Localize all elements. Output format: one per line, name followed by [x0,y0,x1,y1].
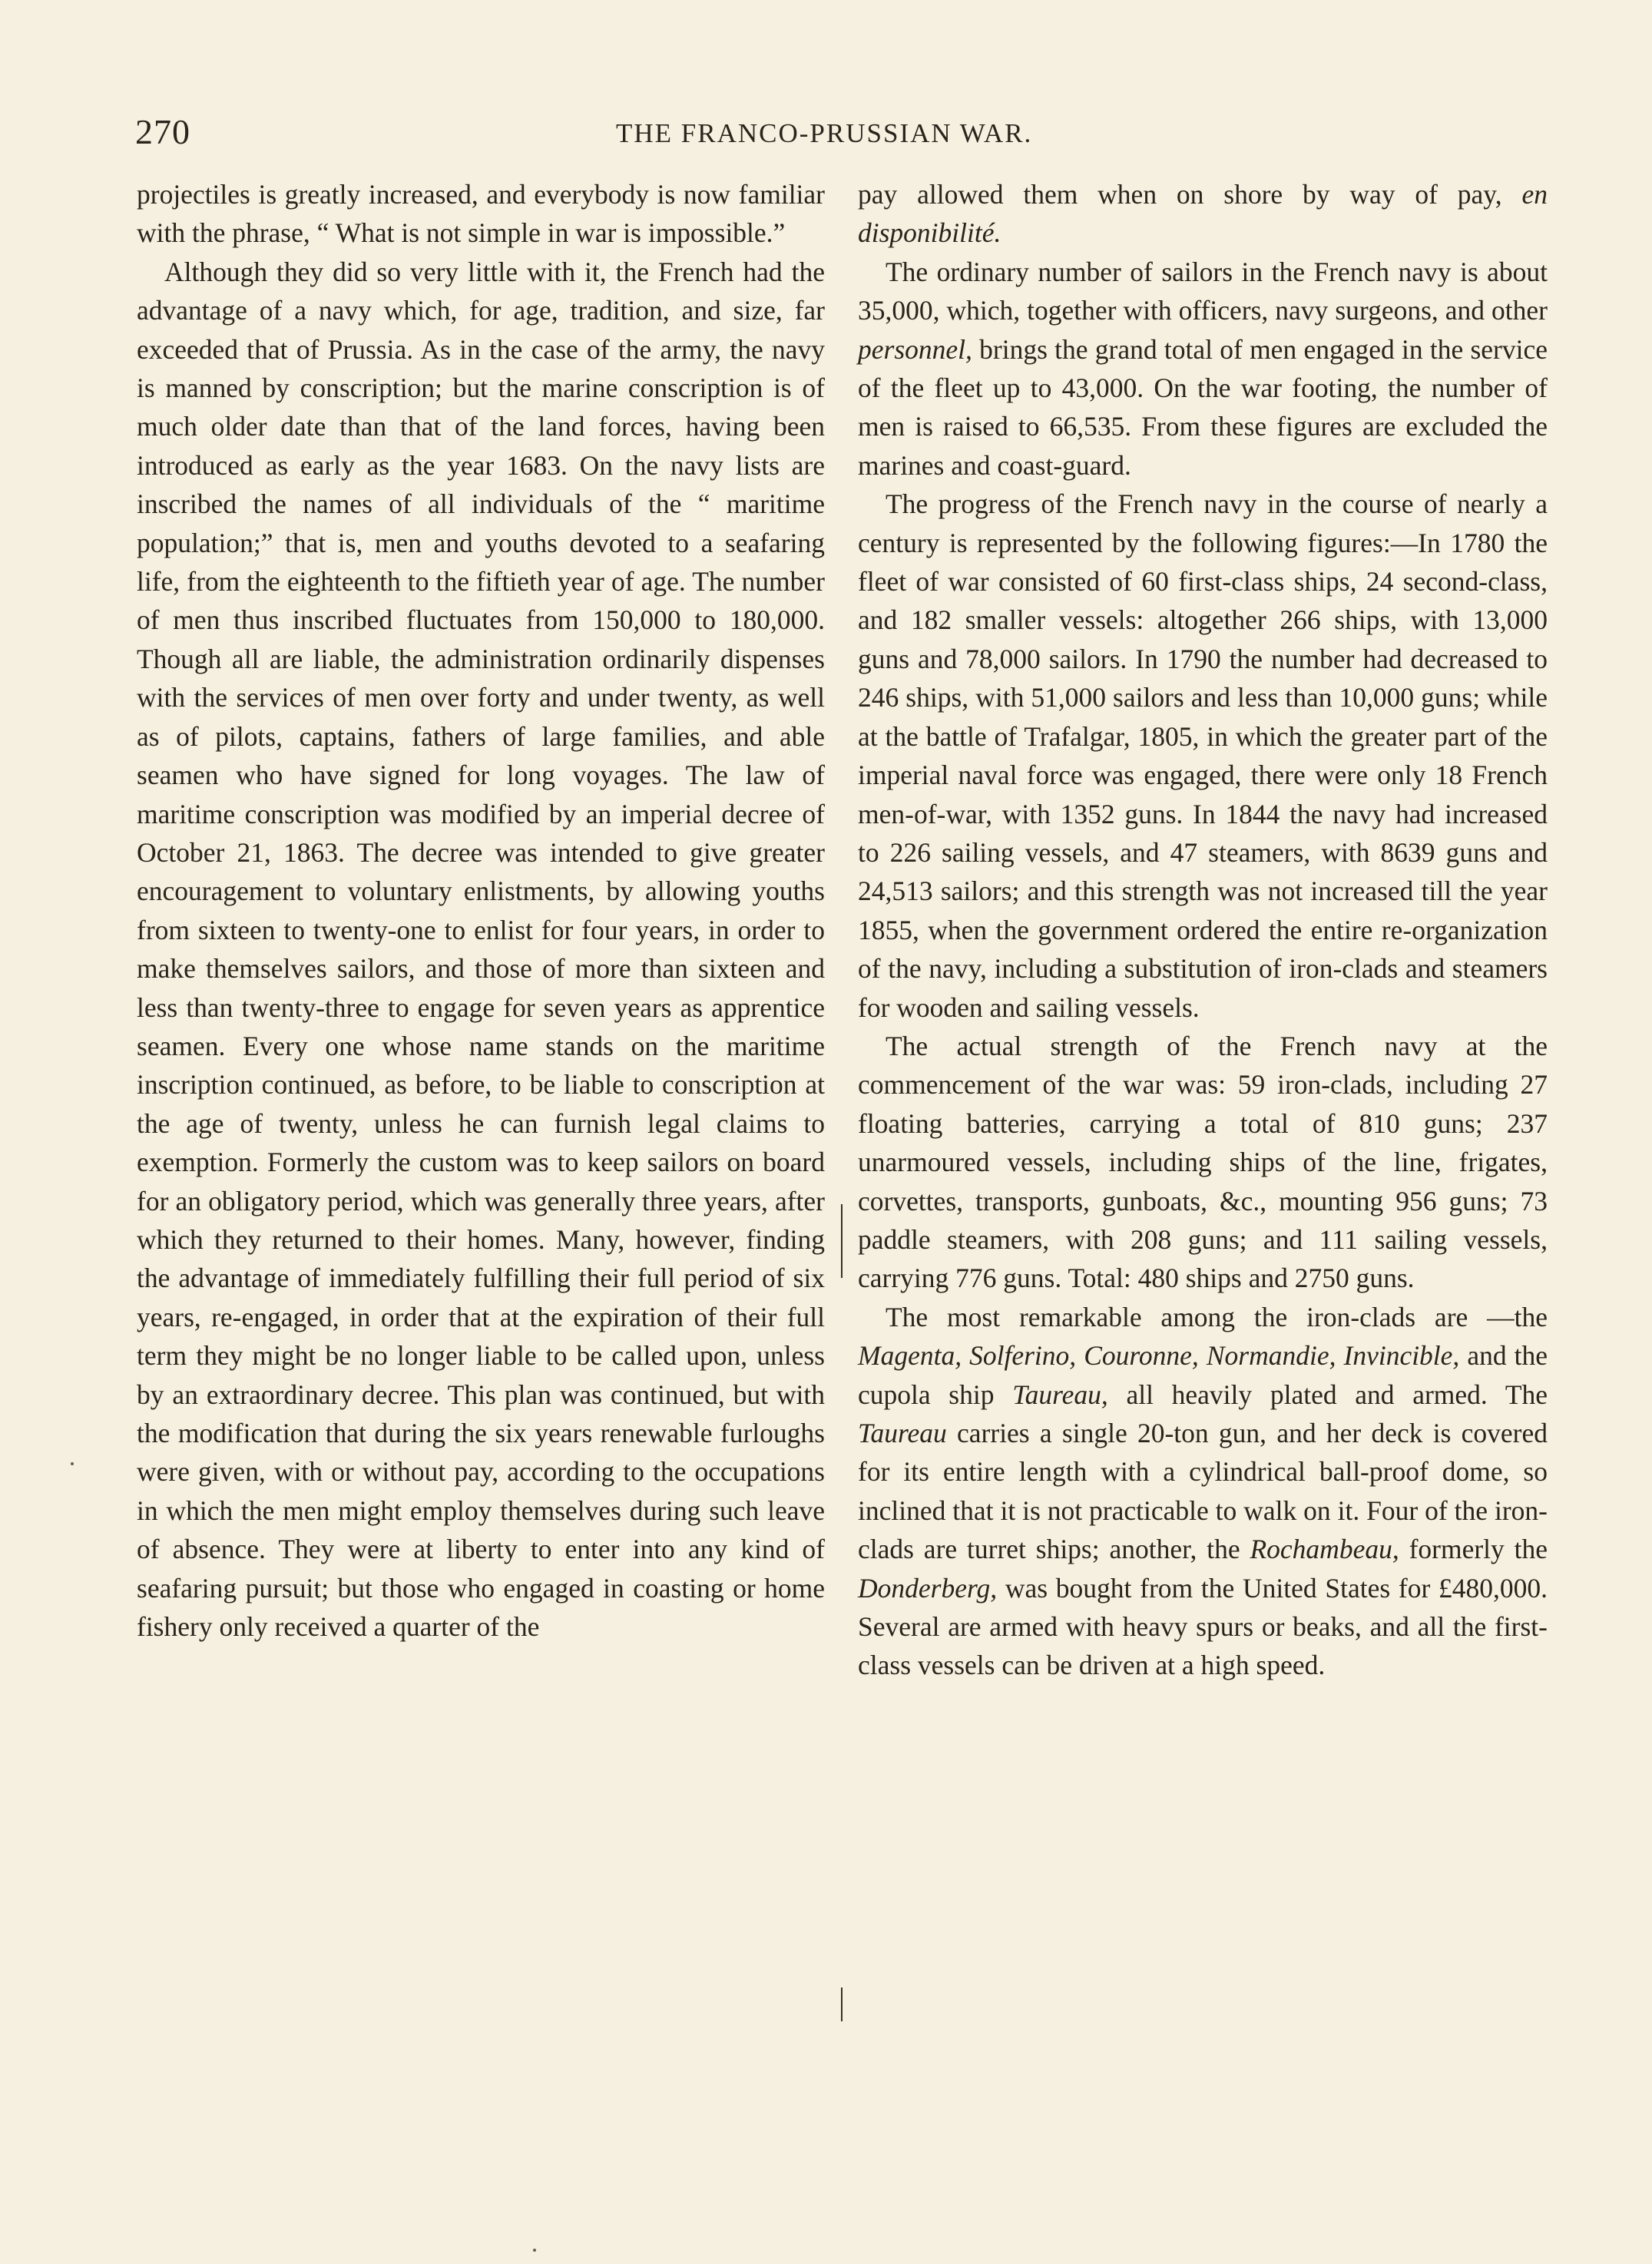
paragraph [858,175,1548,253]
paragraph [858,253,1548,485]
paragraph: Although they did so very little with it, the French had the advantage of a navy which, for age, tradition, and size, far exceeded that of Prussia. As in the case of the army, the navy is manned by conscription; but the marine conscription is of much older date than that of the land forces, having been introduced as early as the year 1683. On the navy lists are inscribed the names of all individuals of the “ maritime population;” that is, men and youths devoted to a seafaring life, from the eighteenth to the fiftieth year of age. The number of men thus inscribed fluctuates from 150,000 to 180,000. Though all are liable, the administration ordinarily dispenses with the services of men over forty and under twenty, as well as of pilots, captains, fathers of large families, and able seamen who have signed for long voyages. The law of maritime conscription was modified by an imperial decree of October 21, 1863. The decree was intended to give greater encouragement to voluntary enlistments, by allowing youths from sixteen to twenty-one to enlist for four years, in order to make themselves sailors, and those of more than sixteen and less than twenty-three to engage for seven years as apprentice seamen. Every one whose name stands on the maritime inscription continued, as before, to be liable to conscription at the age of twenty, unless he can furnish legal claims to exemption. Formerly the custom was to keep sailors on board for an obligatory period, which was generally three years, after which they returned to their homes. Many, however, finding the advantage of immediately fulfilling their full period of six years, re-engaged, in order that at the expiration of their full term they might be no longer liable to be called upon, unless by an extraordinary decree. This plan was continued, but with the modification that during the six years renewable furloughs were given, with or without pay, according to the occupations in which the men might employ themselves during such leave of absence. They were at liberty to enter into any kind of seafaring pursuit; but those who engaged in coasting or home fishery only received a quarter of the [137,256,825,1643]
text-run: and the cupola ship [858,1340,1548,1410]
page-number: 270 [135,112,190,151]
ship-name: Taureau, [1012,1379,1108,1410]
paragraph: The actual strength of the French navy at the commencement of the war was: 59 iron-clads, including 27 floating batteries, carrying a total of 810 guns; 237 unarmoured vessels, including ships of the line, frigates, corvettes, transports, gunboats, &c., mounting 956 guns; 73 paddle steamers, with 208 guns; and 111 sailing vessels, carrying 776 guns. Total: 480 ships and 2750 guns. [858,1030,1548,1294]
column-divider [841,1204,843,1278]
text-run: pay allowed them when on shore by way of pay, [858,179,1502,210]
running-title: THE FRANCO-PRUSSIAN WAR. [616,118,1033,148]
text-run: carries a single 20-ton gun, and her deck is covered for its entire length with a cylindrical ball-proof dome, so inclined that it is not practicable to walk on it. Four of the iron-clads are turret ships; another, the [858,1418,1548,1565]
paper-speck [71,1462,74,1465]
italic-term: personnel, [858,333,972,365]
text-run: brings the grand total of men engaged in the service of the fleet up to 43,000. On the war footing, the number of men is raised to 66,535. From these figures are excluded the marines and coast-guard. [858,333,1548,481]
text-run: formerly the [1409,1534,1548,1565]
ship-name: Rochambeau, [1250,1534,1399,1565]
ship-name: Normandie, [1206,1340,1336,1372]
ship-name: Invincible, [1343,1340,1460,1372]
paragraph [858,1298,1548,1685]
ship-name: Couronne, [1084,1340,1199,1372]
paragraph: projectiles is greatly increased, and everybody is now familiar with the phrase, “ What is not simple in war is impossible.” [137,179,825,249]
text-run: all heavily plated and armed. The [1126,1379,1548,1410]
ship-name: Magenta, [858,1340,962,1372]
italic-term: en disponibilité. [858,179,1548,249]
left-column [137,175,825,1646]
text-run: The most remarkable among the iron-clads are —the [886,1301,1548,1332]
right-column [858,175,1548,1685]
text-run: The ordinary number of sailors in the French navy is about 35,000, which, together with officers, navy surgeons, and other [858,256,1548,326]
text-run: was bought from the United States for £480,000. Several are armed with heavy spurs or beaks, and all the first-class vessels can be driven at a high speed. [858,1572,1548,1681]
column-divider [841,1988,843,2021]
ship-name: Solferino, [969,1340,1077,1372]
ship-name: Taureau [858,1418,947,1448]
paper-speck [533,2249,536,2252]
paragraph: The progress of the French navy in the course of nearly a century is represented by the following figures:—In 1780 the fleet of war consisted of 60 first-class ships, 24 second-class, and 182 smaller vessels: altogether 266 ships, with 13,000 guns and 78,000 sailors. In 1790 the number had decreased to 246 ships, with 51,000 sailors and less than 10,000 guns; while at the battle of Trafalgar, 1805, in which the greater part of the imperial naval force was engaged, there were only 18 French men-of-war, with 1352 guns. In 1844 the navy had increased to 226 sailing vessels, and 47 steamers, with 8639 guns and 24,513 sailors; and this strength was not increased till the year 1855, when the government ordered the entire re-organization of the navy, including a substitution of iron-clads and steamers for wooden and sailing vessels. [858,488,1548,1023]
ship-name: Donderberg, [858,1572,998,1604]
